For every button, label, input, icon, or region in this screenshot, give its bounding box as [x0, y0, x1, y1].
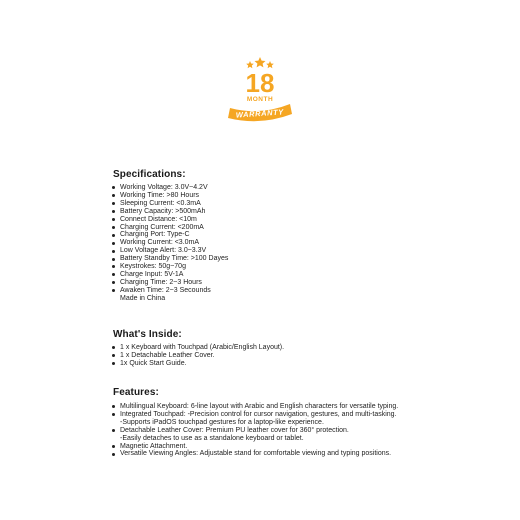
- list-item: [112, 295, 228, 303]
- list-item: [112, 435, 398, 443]
- list-item: [112, 403, 398, 411]
- features-list: [112, 403, 398, 458]
- features-title: Features:: [113, 387, 159, 398]
- list-item-text: -Supports iPadOS touchpad gestures for a laptop-like experience.: [120, 418, 324, 426]
- specifications-list: [112, 184, 228, 303]
- list-item: [112, 450, 398, 458]
- bullet-icon: [112, 202, 115, 205]
- list-item-text: Charging Port: Type-C: [120, 231, 190, 239]
- bullet-icon: [112, 218, 115, 221]
- list-item: [112, 224, 228, 232]
- list-item: [112, 443, 398, 451]
- bullet-icon: [112, 429, 115, 432]
- bullet-icon: [112, 265, 115, 268]
- list-item-text: Battery Standby Time: >100 Dayes: [120, 255, 229, 263]
- warranty-month-label: MONTH: [246, 96, 274, 103]
- star-icon: [255, 57, 266, 67]
- list-item: [112, 184, 228, 192]
- bullet-icon: [112, 226, 115, 229]
- list-item: [112, 279, 228, 287]
- list-item-text: Charge Input: 5V-1A: [120, 270, 184, 278]
- whats-inside-list: [112, 344, 284, 368]
- bullet-icon: [112, 234, 115, 237]
- list-item-text: Awaken Time: 2~3 Secounds: [120, 286, 211, 294]
- bullet-icon: [112, 445, 115, 448]
- list-item: [112, 239, 228, 247]
- specifications-title: Specifications:: [113, 169, 186, 180]
- list-item: [112, 287, 228, 295]
- list-item: [112, 255, 228, 263]
- bullet-icon: [112, 242, 115, 245]
- warranty-badge: [222, 56, 298, 128]
- whats-inside-title: What's Inside:: [113, 329, 182, 340]
- bullet-icon: [112, 186, 115, 189]
- bullet-icon: [112, 354, 115, 357]
- list-item-text: Charging Time: 2~3 Hours: [120, 278, 202, 286]
- list-item-text: Working Current: <3.0mA: [120, 239, 200, 247]
- list-item: [112, 419, 398, 427]
- list-item-text: -Easily detaches to use as a standalone keyboard or tablet.: [120, 434, 304, 442]
- bullet-icon: [112, 250, 115, 253]
- list-item-text: Versatile Viewing Angles: Adjustable stand for comfortable viewing and typing positions.: [120, 450, 392, 458]
- list-item-text: 1 x Keyboard with Touchpad (Arabic/English Layout).: [120, 344, 285, 351]
- bullet-icon: [112, 210, 115, 213]
- list-item-text: 1x Quick Start Guide.: [120, 359, 187, 367]
- bullet-icon: [112, 346, 115, 349]
- list-item: [112, 352, 284, 360]
- list-item-text: Low Voltage Alert: 3.0~3.3V: [120, 247, 207, 255]
- list-item-text: Working Voltage: 3.0V~4.2V: [120, 184, 208, 191]
- list-item-text: Detachable Leather Cover: Premium PU leather cover for 360° protection.: [120, 426, 349, 434]
- list-item-text: Keystrokes: 50g~70g: [120, 263, 186, 271]
- list-item-text: Multilingual Keyboard: 6-line layout with Arabic and English characters for versatile typing.: [120, 403, 399, 410]
- list-item: [112, 200, 228, 208]
- list-item: [112, 411, 398, 419]
- list-item-text: Connect Distance: <10m: [120, 215, 197, 223]
- list-item: [112, 247, 228, 255]
- list-item: [112, 216, 228, 224]
- list-item: [112, 360, 284, 368]
- list-item-text: Working Time: >80 Hours: [120, 191, 200, 199]
- bullet-icon: [112, 281, 115, 284]
- bullet-icon: [112, 289, 115, 292]
- bullet-icon: [112, 405, 115, 408]
- list-item-text: Sleeping Current: <0.3mA: [120, 199, 201, 207]
- list-item-text: Magnetic Attachment.: [120, 442, 188, 450]
- list-item-text: Battery Capacity: >500mAh: [120, 207, 206, 215]
- list-item: [112, 427, 398, 435]
- bullet-icon: [112, 362, 115, 365]
- warranty-ribbon-label: WARRANTY: [235, 107, 285, 120]
- list-item: [112, 263, 228, 271]
- list-item-text: Charging Current: <200mA: [120, 223, 204, 231]
- list-item: [112, 231, 228, 239]
- bullet-icon: [112, 453, 115, 456]
- list-item-text: Made in China: [120, 294, 166, 302]
- bullet-icon: [112, 194, 115, 197]
- bullet-icon: [112, 258, 115, 261]
- bullet-icon: [112, 413, 115, 416]
- bullet-icon: [112, 273, 115, 276]
- list-item: [112, 344, 284, 352]
- warranty-number: 18: [245, 68, 275, 98]
- list-item: [112, 271, 228, 279]
- list-item: [112, 208, 228, 216]
- list-item-text: 1 x Detachable Leather Cover.: [120, 351, 215, 359]
- list-item: [112, 192, 228, 200]
- star-icons: [246, 57, 274, 68]
- list-item-text: Integrated Touchpad: -Precision control for cursor navigation, gestures, and multi-tasking.: [120, 410, 397, 418]
